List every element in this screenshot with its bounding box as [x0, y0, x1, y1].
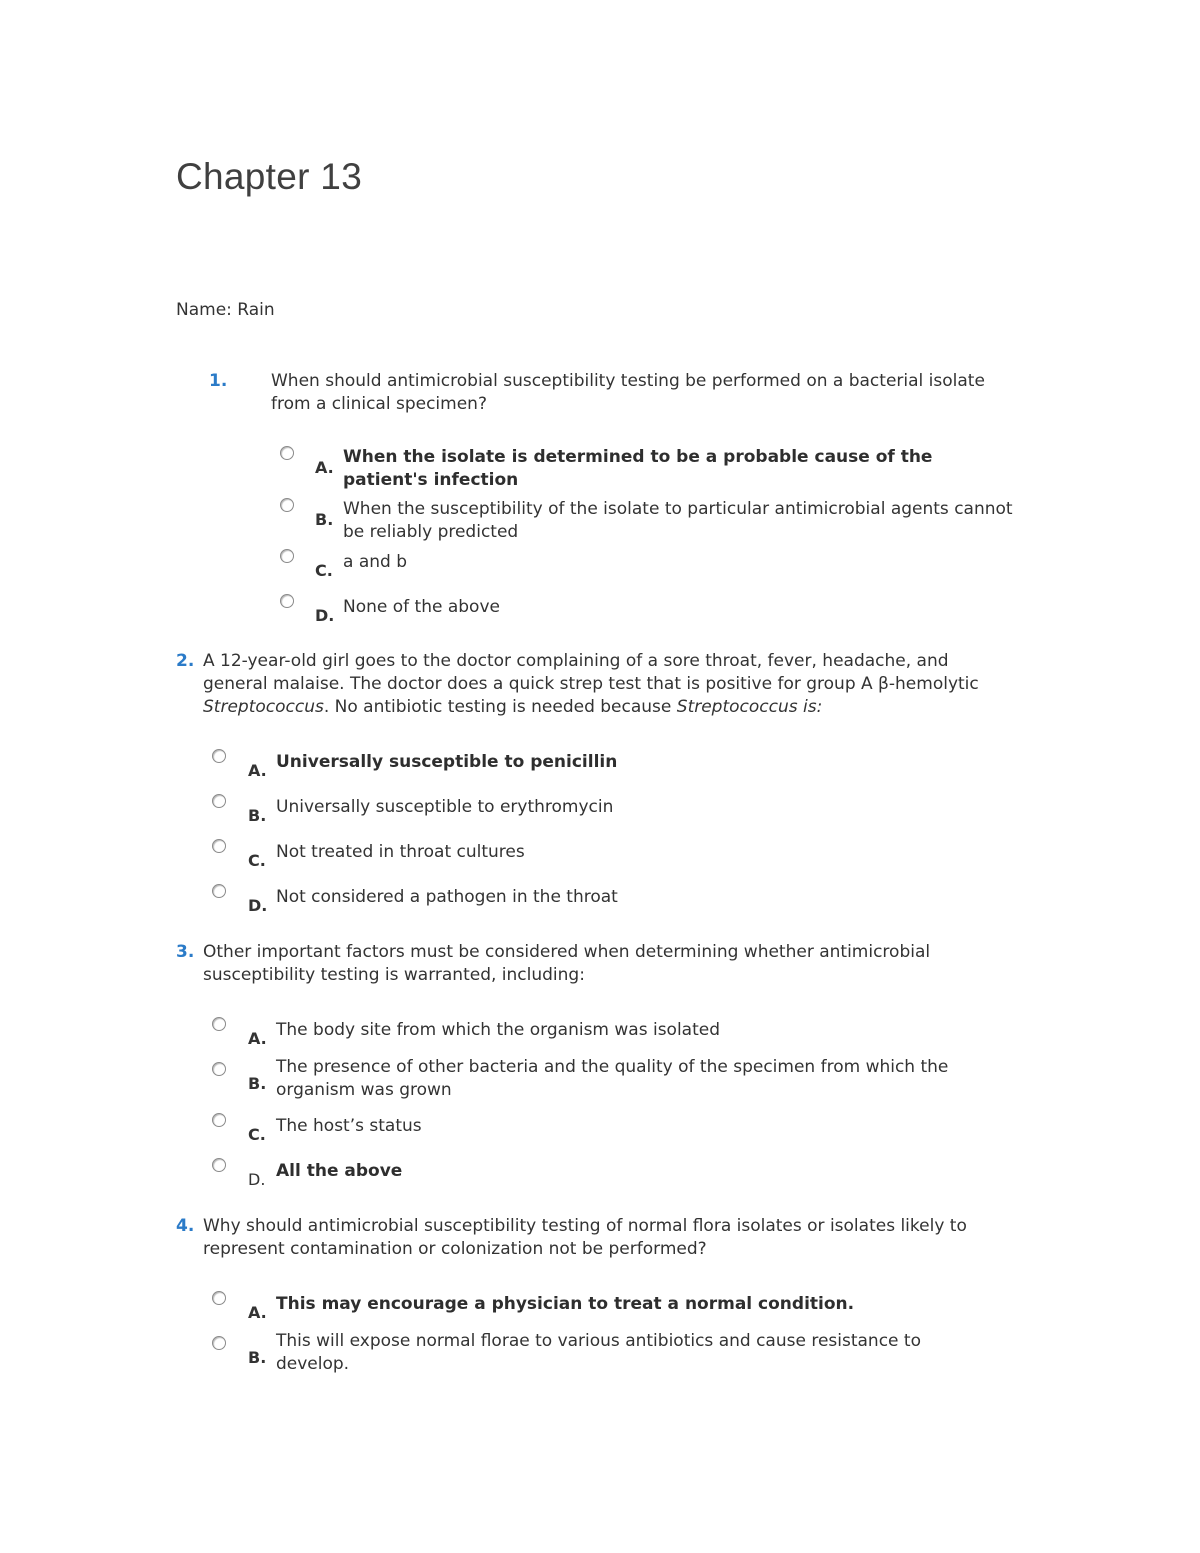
option-letter: A.	[248, 761, 267, 780]
question-2-option-b[interactable]	[212, 794, 1012, 840]
question-3-option-c[interactable]	[212, 1113, 1032, 1159]
option-letter: B.	[248, 1348, 267, 1367]
option-text: Not considered a pathogen in the throat	[276, 887, 618, 907]
radio-button[interactable]	[280, 549, 294, 563]
option-letter: C.	[315, 561, 333, 580]
option-text: The host’s status	[276, 1116, 422, 1136]
radio-button[interactable]	[212, 1336, 226, 1350]
option-text: The body site from which the organism was isolated	[276, 1020, 721, 1040]
option-text: The presence of other bacteria and the quality of the specimen from which the organism was grown	[276, 1057, 949, 1100]
radio-button[interactable]	[212, 884, 226, 898]
radio-button[interactable]	[212, 1113, 226, 1127]
option-text: Universally susceptible to erythromycin	[276, 797, 614, 817]
radio-button[interactable]	[212, 1062, 226, 1076]
question-text	[203, 650, 1003, 719]
question-1-stem	[176, 370, 1036, 416]
radio-button[interactable]	[212, 749, 226, 763]
question-2-option-d[interactable]	[212, 884, 1012, 930]
question-text-part: A 12-year-old girl goes to the doctor complaining of a sore throat, fever, headache, and general malaise. The doctor does a quick strep test that is positive for group A β-hemolytic	[203, 651, 979, 694]
option-text: All the above	[276, 1161, 403, 1181]
option-letter: D.	[315, 606, 335, 625]
option-text: When the susceptibility of the isolate to particular antimicrobial agents cannot be reliably predicted	[343, 499, 1013, 542]
name-line: Name: Rain	[176, 300, 275, 320]
question-3-option-d[interactable]	[212, 1158, 1032, 1204]
question-1-option-c[interactable]	[280, 549, 1040, 595]
page-title: Chapter 13	[176, 156, 363, 197]
question-1-option-d[interactable]	[280, 594, 1040, 640]
radio-button[interactable]	[212, 839, 226, 853]
question-number: 3.	[176, 942, 195, 962]
question-text-italic: Streptococcus is:	[676, 697, 823, 717]
option-letter: B.	[248, 806, 267, 825]
question-3	[176, 941, 1036, 987]
question-1-option-a[interactable]	[280, 446, 1040, 492]
option-letter: A.	[315, 458, 334, 477]
question-number: 1.	[209, 371, 228, 391]
radio-button[interactable]	[280, 594, 294, 608]
option-text: Not treated in throat cultures	[276, 842, 525, 862]
question-text-italic: Streptococcus	[203, 697, 324, 717]
option-text: When the isolate is determined to be a probable cause of the patient's infection	[343, 447, 933, 490]
option-letter: D.	[248, 1170, 266, 1189]
option-letter: C.	[248, 851, 266, 870]
option-letter: A.	[248, 1303, 267, 1322]
radio-button[interactable]	[212, 1291, 226, 1305]
radio-button[interactable]	[212, 1017, 226, 1031]
radio-button[interactable]	[280, 446, 294, 460]
question-text-part: . No antibiotic testing is needed because	[323, 697, 677, 717]
question-number: 2.	[176, 651, 195, 671]
question-4-stem	[176, 1215, 1036, 1261]
question-3-option-b[interactable]	[212, 1057, 1032, 1108]
question-2-stem	[176, 650, 1036, 719]
radio-button[interactable]	[212, 794, 226, 808]
question-4	[176, 1215, 1036, 1261]
option-text: a and b	[343, 552, 407, 572]
question-text: Why should antimicrobial susceptibility testing of normal flora isolates or isolates likely to represent contamination or colonization not be performed?	[203, 1216, 967, 1259]
option-text: None of the above	[343, 597, 500, 617]
question-number: 4.	[176, 1216, 195, 1236]
option-letter: B.	[315, 510, 334, 529]
question-2	[176, 650, 1036, 719]
option-text: Universally susceptible to penicillin	[276, 752, 618, 772]
question-text: When should antimicrobial susceptibility testing be performed on a bacterial isolate from a clinical specimen?	[271, 371, 985, 414]
question-4-option-b[interactable]	[212, 1331, 1032, 1382]
radio-button[interactable]	[280, 498, 294, 512]
question-2-option-a[interactable]	[212, 749, 1012, 795]
radio-button[interactable]	[212, 1158, 226, 1172]
option-letter: D.	[248, 896, 268, 915]
option-text: This may encourage a physician to treat a normal condition.	[276, 1294, 855, 1314]
question-2-option-c[interactable]	[212, 839, 1012, 885]
question-1	[176, 370, 1036, 416]
option-letter: A.	[248, 1029, 267, 1048]
question-3-stem	[176, 941, 1036, 987]
option-text: This will expose normal florae to various antibiotics and cause resistance to develop.	[276, 1331, 921, 1374]
question-text: Other important factors must be considered when determining whether antimicrobial susceptibility testing is warranted, including:	[203, 942, 931, 985]
question-1-option-b[interactable]	[280, 498, 1040, 544]
option-letter: B.	[248, 1074, 267, 1093]
option-letter: C.	[248, 1125, 266, 1144]
